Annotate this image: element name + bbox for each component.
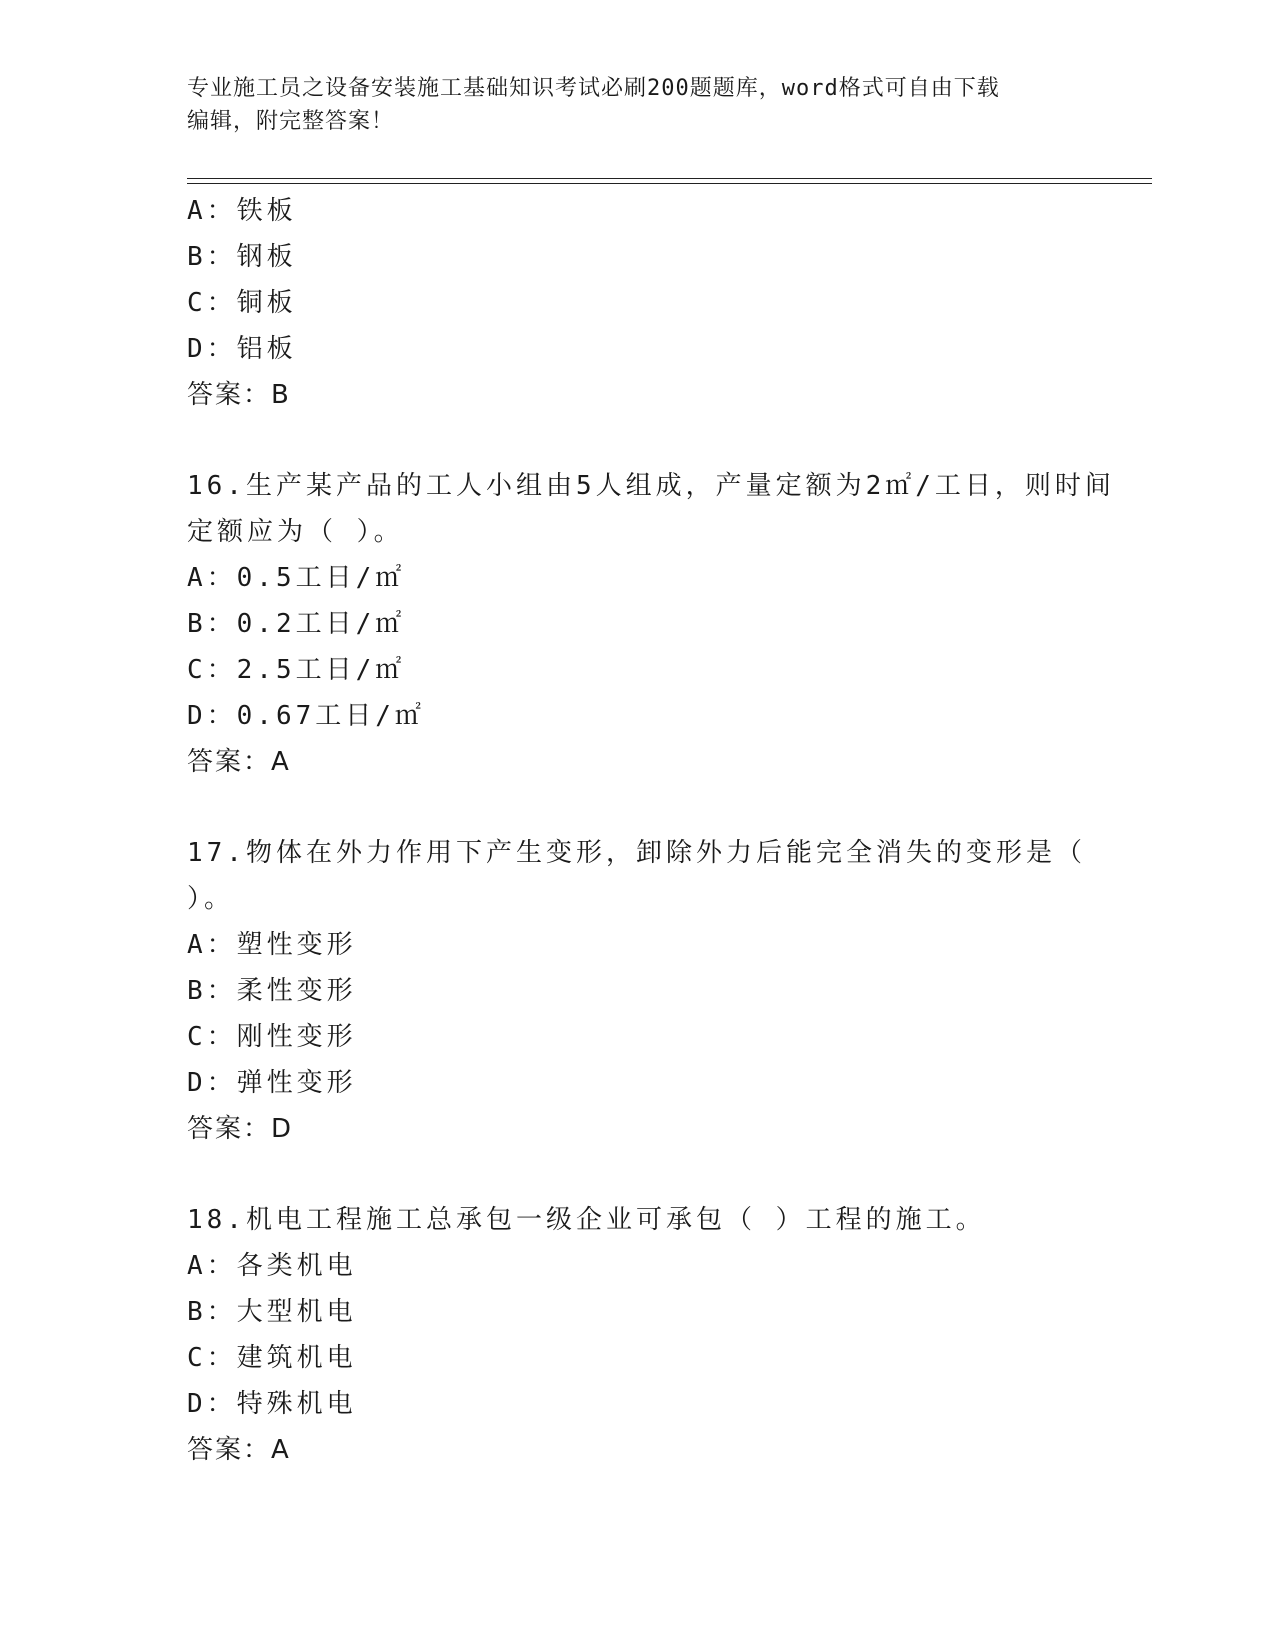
option-d: D：0.67工日/㎡ [187, 701, 425, 731]
option-c: C：建筑机电 [187, 1343, 357, 1373]
answer-line [187, 1427, 1087, 1473]
option-b: B：柔性变形 [187, 976, 357, 1006]
option-a: A：各类机电 [187, 1251, 357, 1281]
option-b: B：0.2工日/㎡ [187, 609, 406, 639]
spacer [187, 418, 1087, 463]
answer-value: D [271, 1114, 294, 1144]
header-title-line-2: 编辑，附完整答案！ [187, 109, 395, 134]
question-text-line-2: 定额应为（ ）。 [187, 517, 404, 547]
question-18 [187, 1197, 1087, 1473]
answer-label: 答案： [187, 380, 272, 410]
option-d: D：特殊机电 [187, 1389, 357, 1419]
answer-line [187, 372, 1087, 418]
header-title-line-1: 专业施工员之设备安装施工基础知识考试必刷200题题库，word格式可自由下载 [187, 76, 1000, 101]
spacer [187, 785, 1087, 830]
question-15 [187, 188, 1087, 418]
answer-value: A [271, 747, 291, 777]
answer-value: B [271, 380, 291, 410]
answer-line [187, 1106, 1087, 1152]
answer-label: 答案： [187, 1114, 272, 1144]
question-16 [187, 463, 1115, 785]
answer-value: A [271, 1435, 291, 1465]
option-b: B：钢板 [187, 242, 297, 272]
option-c: C：刚性变形 [187, 1022, 357, 1052]
option-a: A：塑性变形 [187, 930, 357, 960]
question-text-line-1: 18.机电工程施工总承包一级企业可承包（ ）工程的施工。 [187, 1205, 986, 1235]
answer-line [187, 739, 1087, 785]
answer-label: 答案： [187, 747, 272, 777]
spacer [187, 1152, 1087, 1197]
option-d: D：铝板 [187, 334, 297, 364]
question-list [187, 188, 1115, 1473]
option-a: A：铁板 [187, 196, 297, 226]
question-text-line-1: 17.物体在外力作用下产生变形，卸除外力后能完全消失的变形是（ [187, 838, 1086, 868]
document-header [187, 72, 1067, 138]
option-b: B：大型机电 [187, 1297, 357, 1327]
question-text-line-2: ）。 [187, 884, 235, 914]
option-a: A：0.5工日/㎡ [187, 563, 406, 593]
option-c: C：2.5工日/㎡ [187, 655, 406, 685]
header-divider-top [187, 178, 1152, 179]
question-text-line-1: 16.生产某产品的工人小组由5人组成，产量定额为2㎡/工日，则时间 [187, 471, 1115, 501]
option-d: D：弹性变形 [187, 1068, 357, 1098]
answer-label: 答案： [187, 1435, 272, 1465]
option-c: C：铜板 [187, 288, 297, 318]
header-divider-bottom [187, 183, 1152, 184]
question-17 [187, 830, 1087, 1152]
